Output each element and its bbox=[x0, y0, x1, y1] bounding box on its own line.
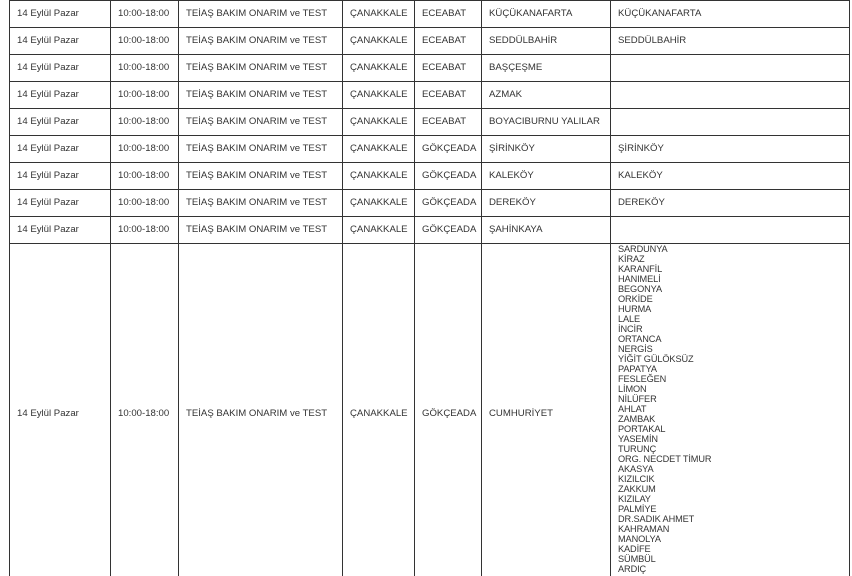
street-item: AHLAT bbox=[618, 404, 647, 414]
street-item: FESLEĞEN bbox=[618, 374, 667, 384]
street-item: HURMA bbox=[618, 304, 652, 314]
streets-cell bbox=[611, 217, 850, 244]
street-item: DR.SADIK AHMET bbox=[618, 514, 695, 524]
province-cell: ÇANAKKALE bbox=[343, 1, 415, 28]
date-cell: 14 Eylül Pazar bbox=[10, 28, 111, 55]
street-item: YİĞİT GÜLÖKSÜZ bbox=[618, 354, 694, 364]
date-cell: 14 Eylül Pazar bbox=[10, 136, 111, 163]
district-cell: GÖKÇEADA bbox=[415, 136, 482, 163]
date-cell: 14 Eylül Pazar bbox=[10, 244, 111, 576]
work-type-cell: TEİAŞ BAKIM ONARIM ve TEST bbox=[179, 136, 343, 163]
street-item: TURUNÇ bbox=[618, 444, 657, 454]
street-item: KIZILAY bbox=[618, 494, 651, 504]
date-cell: 14 Eylül Pazar bbox=[10, 82, 111, 109]
street-item: KARANFİL bbox=[618, 264, 663, 274]
time-cell: 10:00-18:00 bbox=[111, 163, 179, 190]
street-item: HANIMELİ bbox=[618, 274, 661, 284]
street-item: NİLÜFER bbox=[618, 394, 657, 404]
province-cell: ÇANAKKALE bbox=[343, 55, 415, 82]
district-cell: ECEABAT bbox=[415, 28, 482, 55]
province-cell: ÇANAKKALE bbox=[343, 190, 415, 217]
streets-cell bbox=[611, 109, 850, 136]
street-item: NERGİS bbox=[618, 344, 653, 354]
street-item: YASEMİN bbox=[618, 434, 658, 444]
street-item: PAPATYA bbox=[618, 364, 657, 374]
street-item: SÜMBÜL bbox=[618, 554, 656, 564]
street-item: KIZILCIK bbox=[618, 474, 655, 484]
streets-cell bbox=[611, 82, 850, 109]
date-cell: 14 Eylül Pazar bbox=[10, 163, 111, 190]
street-item: LALE bbox=[618, 314, 641, 324]
date-cell: 14 Eylül Pazar bbox=[10, 109, 111, 136]
time-cell: 10:00-18:00 bbox=[111, 109, 179, 136]
province-cell: ÇANAKKALE bbox=[343, 163, 415, 190]
street-item: ZAMBAK bbox=[618, 414, 656, 424]
neighborhood-cell: KALEKÖY bbox=[482, 163, 611, 190]
street-item: İNCİR bbox=[618, 324, 643, 334]
work-type-cell: TEİAŞ BAKIM ONARIM ve TEST bbox=[179, 82, 343, 109]
street-item: ORG. NECDET TİMUR bbox=[618, 454, 712, 464]
work-type-cell: TEİAŞ BAKIM ONARIM ve TEST bbox=[179, 1, 343, 28]
work-type-cell: TEİAŞ BAKIM ONARIM ve TEST bbox=[179, 109, 343, 136]
work-type-cell: TEİAŞ BAKIM ONARIM ve TEST bbox=[179, 190, 343, 217]
date-cell: 14 Eylül Pazar bbox=[10, 190, 111, 217]
work-type-cell: TEİAŞ BAKIM ONARIM ve TEST bbox=[179, 217, 343, 244]
work-type-cell: TEİAŞ BAKIM ONARIM ve TEST bbox=[179, 244, 343, 576]
table-row bbox=[10, 55, 850, 82]
streets-cell: DEREKÖY bbox=[611, 190, 850, 217]
neighborhood-cell: BAŞÇEŞME bbox=[482, 55, 611, 82]
district-cell: GÖKÇEADA bbox=[415, 217, 482, 244]
street-item: PORTAKAL bbox=[618, 424, 666, 434]
street-item: MANOLYA bbox=[618, 534, 661, 544]
neighborhood-cell: BOYACIBURNU YALILAR bbox=[482, 109, 611, 136]
streets-cell bbox=[611, 55, 850, 82]
neighborhood-cell: AZMAK bbox=[482, 82, 611, 109]
table-row bbox=[10, 82, 850, 109]
work-type-cell: TEİAŞ BAKIM ONARIM ve TEST bbox=[179, 55, 343, 82]
street-item: ARDIÇ bbox=[618, 564, 647, 574]
street-item: BEGONYA bbox=[618, 284, 663, 294]
neighborhood-cell: ŞİRİNKÖY bbox=[482, 136, 611, 163]
time-cell: 10:00-18:00 bbox=[111, 136, 179, 163]
street-item: ORKİDE bbox=[618, 294, 653, 304]
neighborhood-cell: ŞAHİNKAYA bbox=[482, 217, 611, 244]
province-cell: ÇANAKKALE bbox=[343, 244, 415, 576]
neighborhood-cell: SEDDÜLBAHİR bbox=[482, 28, 611, 55]
date-cell: 14 Eylül Pazar bbox=[10, 55, 111, 82]
table-row bbox=[10, 217, 850, 244]
district-cell: GÖKÇEADA bbox=[415, 244, 482, 576]
district-cell: ECEABAT bbox=[415, 82, 482, 109]
time-cell: 10:00-18:00 bbox=[111, 28, 179, 55]
street-item: ORTANCA bbox=[618, 334, 662, 344]
neighborhood-cell: DEREKÖY bbox=[482, 190, 611, 217]
street-item: KADİFE bbox=[618, 544, 651, 554]
street-item: SARDUNYA bbox=[618, 244, 668, 254]
street-item: PALMİYE bbox=[618, 504, 657, 514]
time-cell: 10:00-18:00 bbox=[111, 190, 179, 217]
outage-table bbox=[9, 0, 850, 576]
table-body bbox=[10, 1, 850, 576]
province-cell: ÇANAKKALE bbox=[343, 82, 415, 109]
streets-cell: KÜÇÜKANAFARTA bbox=[611, 1, 850, 28]
neighborhood-cell: KÜÇÜKANAFARTA bbox=[482, 1, 611, 28]
table-row bbox=[10, 244, 850, 576]
street-list bbox=[618, 244, 849, 574]
district-cell: GÖKÇEADA bbox=[415, 163, 482, 190]
street-item: ZAKKUM bbox=[618, 484, 656, 494]
date-cell: 14 Eylül Pazar bbox=[10, 1, 111, 28]
time-cell: 10:00-18:00 bbox=[111, 244, 179, 576]
table-row bbox=[10, 1, 850, 28]
time-cell: 10:00-18:00 bbox=[111, 55, 179, 82]
province-cell: ÇANAKKALE bbox=[343, 217, 415, 244]
table-row bbox=[10, 109, 850, 136]
table-row bbox=[10, 136, 850, 163]
district-cell: ECEABAT bbox=[415, 1, 482, 28]
street-item: AKASYA bbox=[618, 464, 654, 474]
province-cell: ÇANAKKALE bbox=[343, 28, 415, 55]
province-cell: ÇANAKKALE bbox=[343, 109, 415, 136]
district-cell: GÖKÇEADA bbox=[415, 190, 482, 217]
work-type-cell: TEİAŞ BAKIM ONARIM ve TEST bbox=[179, 28, 343, 55]
street-item: KİRAZ bbox=[618, 254, 645, 264]
time-cell: 10:00-18:00 bbox=[111, 82, 179, 109]
province-cell: ÇANAKKALE bbox=[343, 136, 415, 163]
streets-cell: KALEKÖY bbox=[611, 163, 850, 190]
streets-cell: ŞİRİNKÖY bbox=[611, 136, 850, 163]
table-row bbox=[10, 28, 850, 55]
streets-cell: SEDDÜLBAHİR bbox=[611, 28, 850, 55]
street-item: LİMON bbox=[618, 384, 647, 394]
neighborhood-cell: CUMHURİYET bbox=[482, 244, 611, 576]
work-type-cell: TEİAŞ BAKIM ONARIM ve TEST bbox=[179, 163, 343, 190]
table-row bbox=[10, 190, 850, 217]
date-cell: 14 Eylül Pazar bbox=[10, 217, 111, 244]
table-row bbox=[10, 163, 850, 190]
streets-cell bbox=[611, 244, 850, 576]
district-cell: ECEABAT bbox=[415, 109, 482, 136]
time-cell: 10:00-18:00 bbox=[111, 1, 179, 28]
street-item: KAHRAMAN bbox=[618, 524, 670, 534]
district-cell: ECEABAT bbox=[415, 55, 482, 82]
time-cell: 10:00-18:00 bbox=[111, 217, 179, 244]
